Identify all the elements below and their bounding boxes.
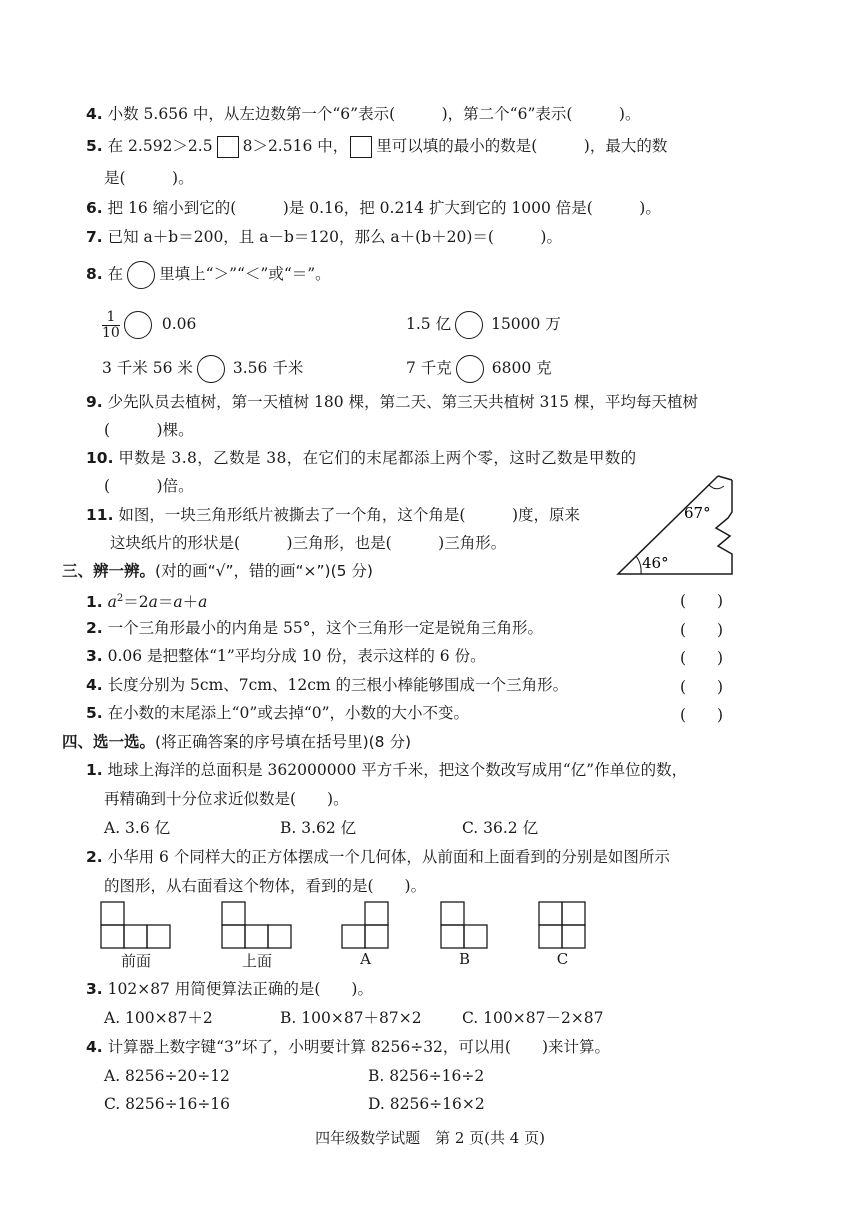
item-number: 2. bbox=[86, 619, 103, 637]
question-text-pre: 在 bbox=[107, 265, 124, 283]
question-5-line2: 是( )。 bbox=[104, 169, 194, 187]
figure-label-b: B bbox=[458, 950, 471, 968]
option-a[interactable]: A. 8256÷20÷12 bbox=[104, 1067, 230, 1085]
option-c[interactable]: C. 36.2 亿 bbox=[462, 819, 539, 837]
item-text: 0.06 是把整体“1”平均分成 10 份，表示这样的 6 份。 bbox=[107, 647, 486, 665]
compare-item-3 bbox=[102, 352, 303, 384]
item-number: 1. bbox=[86, 593, 103, 612]
answer-box[interactable] bbox=[217, 136, 239, 158]
section-title: 三、辨一辨。 bbox=[62, 562, 156, 580]
question-text: 计算器上数字键“3”坏了，小明要计算 8256÷32，可以用( )来计算。 bbox=[107, 1038, 611, 1056]
question-text-part1: 在 2.592＞2.5 bbox=[107, 137, 213, 155]
angle-label-left: 46° bbox=[642, 554, 669, 572]
choice-q3 bbox=[86, 979, 373, 999]
judge-item-4 bbox=[86, 675, 568, 695]
question-9 bbox=[86, 392, 698, 412]
section-3-heading bbox=[62, 561, 373, 581]
compare-circle[interactable] bbox=[456, 355, 484, 383]
choice-q1-line2: 再精确到十分位求近似数是( )。 bbox=[104, 790, 349, 808]
figure-label-front: 前面 bbox=[120, 952, 151, 970]
question-number: 7. bbox=[86, 228, 103, 246]
option-b[interactable]: B. 8256÷16÷2 bbox=[368, 1067, 485, 1085]
option-a[interactable]: A. 3.6 亿 bbox=[104, 819, 171, 837]
option-c[interactable]: C. 8256÷16÷16 bbox=[104, 1095, 231, 1113]
question-text: 已知 a＋b＝200，且 a－b＝120，那么 a＋(b＋20)＝( )。 bbox=[107, 228, 562, 246]
compare-right: 0.06 bbox=[161, 315, 197, 333]
question-10 bbox=[86, 448, 637, 468]
question-text: 地球上海洋的总面积是 362000000 平方千米，把这个数改写成用“亿”作单位的数， bbox=[107, 761, 688, 779]
judge-item-5 bbox=[86, 703, 469, 723]
question-6 bbox=[86, 198, 661, 218]
choice-q2 bbox=[86, 847, 670, 867]
fraction-numerator: 1 bbox=[102, 310, 120, 326]
item-text: 在小数的末尾添上“0”或去掉“0”，小数的大小不变。 bbox=[107, 704, 470, 722]
option-d[interactable]: D. 8256÷16×2 bbox=[368, 1095, 485, 1113]
compare-right: 3.56 千米 bbox=[232, 359, 304, 377]
compare-circle[interactable] bbox=[455, 311, 483, 339]
choice-q2-line2: 的图形，从右面看这个物体，看到的是( )。 bbox=[104, 877, 427, 895]
item-text: 长度分别为 5cm、7cm、12cm 的三根小棒能够围成一个三角形。 bbox=[107, 676, 569, 694]
question-number: 4. bbox=[86, 1038, 103, 1056]
figure-label-a: A bbox=[360, 950, 371, 968]
question-text: 少先队员去植树，第一天植树 180 棵，第二天、第三天共植树 315 棵，平均每天植树 bbox=[107, 393, 699, 411]
answer-paren[interactable]: ( ) bbox=[680, 621, 724, 639]
question-number: 11. bbox=[86, 506, 114, 524]
compare-circle[interactable] bbox=[124, 311, 152, 339]
figure-label-c: C bbox=[556, 950, 569, 968]
judge-item-3 bbox=[86, 646, 486, 666]
question-number: 4. bbox=[86, 105, 103, 123]
question-8 bbox=[86, 261, 331, 289]
question-5 bbox=[86, 136, 667, 158]
answer-paren[interactable]: ( ) bbox=[680, 592, 724, 610]
answer-paren[interactable]: ( ) bbox=[680, 678, 724, 696]
section-4-heading bbox=[62, 732, 411, 752]
question-text: 102×87 用简便算法正确的是( )。 bbox=[107, 980, 373, 998]
compare-right: 6800 克 bbox=[491, 359, 552, 377]
angle-arc-top bbox=[709, 485, 724, 489]
question-text: 如图，一块三角形纸片被撕去了一个角，这个角是( )度，原来 bbox=[118, 506, 581, 524]
question-11 bbox=[86, 505, 580, 525]
question-number: 9. bbox=[86, 393, 103, 411]
question-text-part2: 8＞2.516 中， bbox=[242, 137, 349, 155]
compare-left: 1.5 亿 bbox=[406, 315, 452, 333]
question-number: 5. bbox=[86, 137, 103, 155]
question-4 bbox=[86, 104, 640, 124]
fraction bbox=[102, 310, 120, 341]
question-number: 8. bbox=[86, 265, 103, 283]
section-note: (对的画“√”，错的画“×”)(5 分) bbox=[155, 562, 373, 580]
question-10-line2: ( )倍。 bbox=[104, 477, 194, 495]
question-number: 6. bbox=[86, 199, 103, 217]
question-text: 把 16 缩小到它的( )是 0.16，把 0.214 扩大到它的 1000 倍是( )。 bbox=[107, 199, 661, 217]
torn-triangle-figure bbox=[614, 472, 739, 580]
top-view-figure bbox=[221, 901, 293, 949]
fraction-denominator: 10 bbox=[102, 324, 120, 341]
question-11-line2: 这块纸片的形状是( )三角形，也是( )三角形。 bbox=[110, 534, 507, 552]
angle-label-top: 67° bbox=[684, 504, 711, 522]
answer-paren[interactable]: ( ) bbox=[680, 649, 724, 667]
compare-circle[interactable] bbox=[197, 355, 225, 383]
compare-left: 7 千克 bbox=[406, 359, 452, 377]
front-view-figure bbox=[100, 901, 172, 949]
item-number: 4. bbox=[86, 676, 103, 694]
option-a-figure[interactable] bbox=[341, 901, 390, 949]
item-text: $a^2=2a=a+a$ bbox=[107, 593, 208, 612]
question-text: 小数 5.656 中，从左边数第一个“6”表示( )，第二个“6”表示( )。 bbox=[107, 105, 641, 123]
answer-box[interactable] bbox=[350, 136, 372, 158]
option-b-figure[interactable] bbox=[440, 901, 489, 949]
question-text-part3: 里可以填的最小的数是( )，最大的数 bbox=[376, 137, 668, 155]
question-number: 3. bbox=[86, 980, 103, 998]
compare-item-1 bbox=[102, 308, 196, 341]
option-b[interactable]: B. 3.62 亿 bbox=[280, 819, 357, 837]
option-a[interactable]: A. 100×87＋2 bbox=[104, 1009, 213, 1027]
compare-circle-icon bbox=[127, 261, 155, 289]
option-b[interactable]: B. 100×87＋87×2 bbox=[280, 1009, 422, 1027]
answer-paren[interactable]: ( ) bbox=[680, 706, 724, 724]
judge-item-1 bbox=[86, 589, 207, 612]
item-number: 5. bbox=[86, 704, 103, 722]
choice-q1 bbox=[86, 760, 687, 780]
question-text: 小华用 6 个同样大的正方体摆成一个几何体，从前面和上面看到的分别是如图所示 bbox=[107, 848, 670, 866]
question-9-line2: ( )棵。 bbox=[104, 421, 194, 439]
compare-right: 15000 万 bbox=[491, 315, 561, 333]
figure-label-top: 上面 bbox=[241, 952, 272, 970]
compare-item-2 bbox=[406, 308, 561, 340]
angle-arc-left bbox=[636, 556, 641, 574]
triangle-outline bbox=[618, 476, 732, 574]
item-text: 一个三角形最小的内角是 55°，这个三角形一定是锐角三角形。 bbox=[107, 619, 544, 637]
compare-left: 3 千米 56 米 bbox=[102, 359, 193, 377]
judge-item-2 bbox=[86, 618, 543, 638]
question-7 bbox=[86, 227, 562, 247]
option-c[interactable]: C. 100×87－2×87 bbox=[462, 1009, 604, 1027]
question-text: 甲数是 3.8，乙数是 38，在它们的末尾都添上两个零，这时乙数是甲数的 bbox=[118, 449, 637, 467]
question-number: 2. bbox=[86, 848, 103, 866]
question-text-post: 里填上“＞”“＜”或“＝”。 bbox=[159, 265, 331, 283]
page-footer: 四年级数学试题 第 2 页(共 4 页) bbox=[315, 1129, 545, 1147]
item-number: 3. bbox=[86, 647, 103, 665]
section-title: 四、选一选。 bbox=[62, 733, 156, 751]
choice-q4 bbox=[86, 1037, 610, 1057]
compare-item-4 bbox=[406, 352, 552, 384]
question-number: 1. bbox=[86, 761, 103, 779]
question-number: 10. bbox=[86, 449, 114, 467]
option-c-figure[interactable] bbox=[538, 901, 587, 949]
section-note: (将正确答案的序号填在括号里)(8 分) bbox=[155, 733, 411, 751]
